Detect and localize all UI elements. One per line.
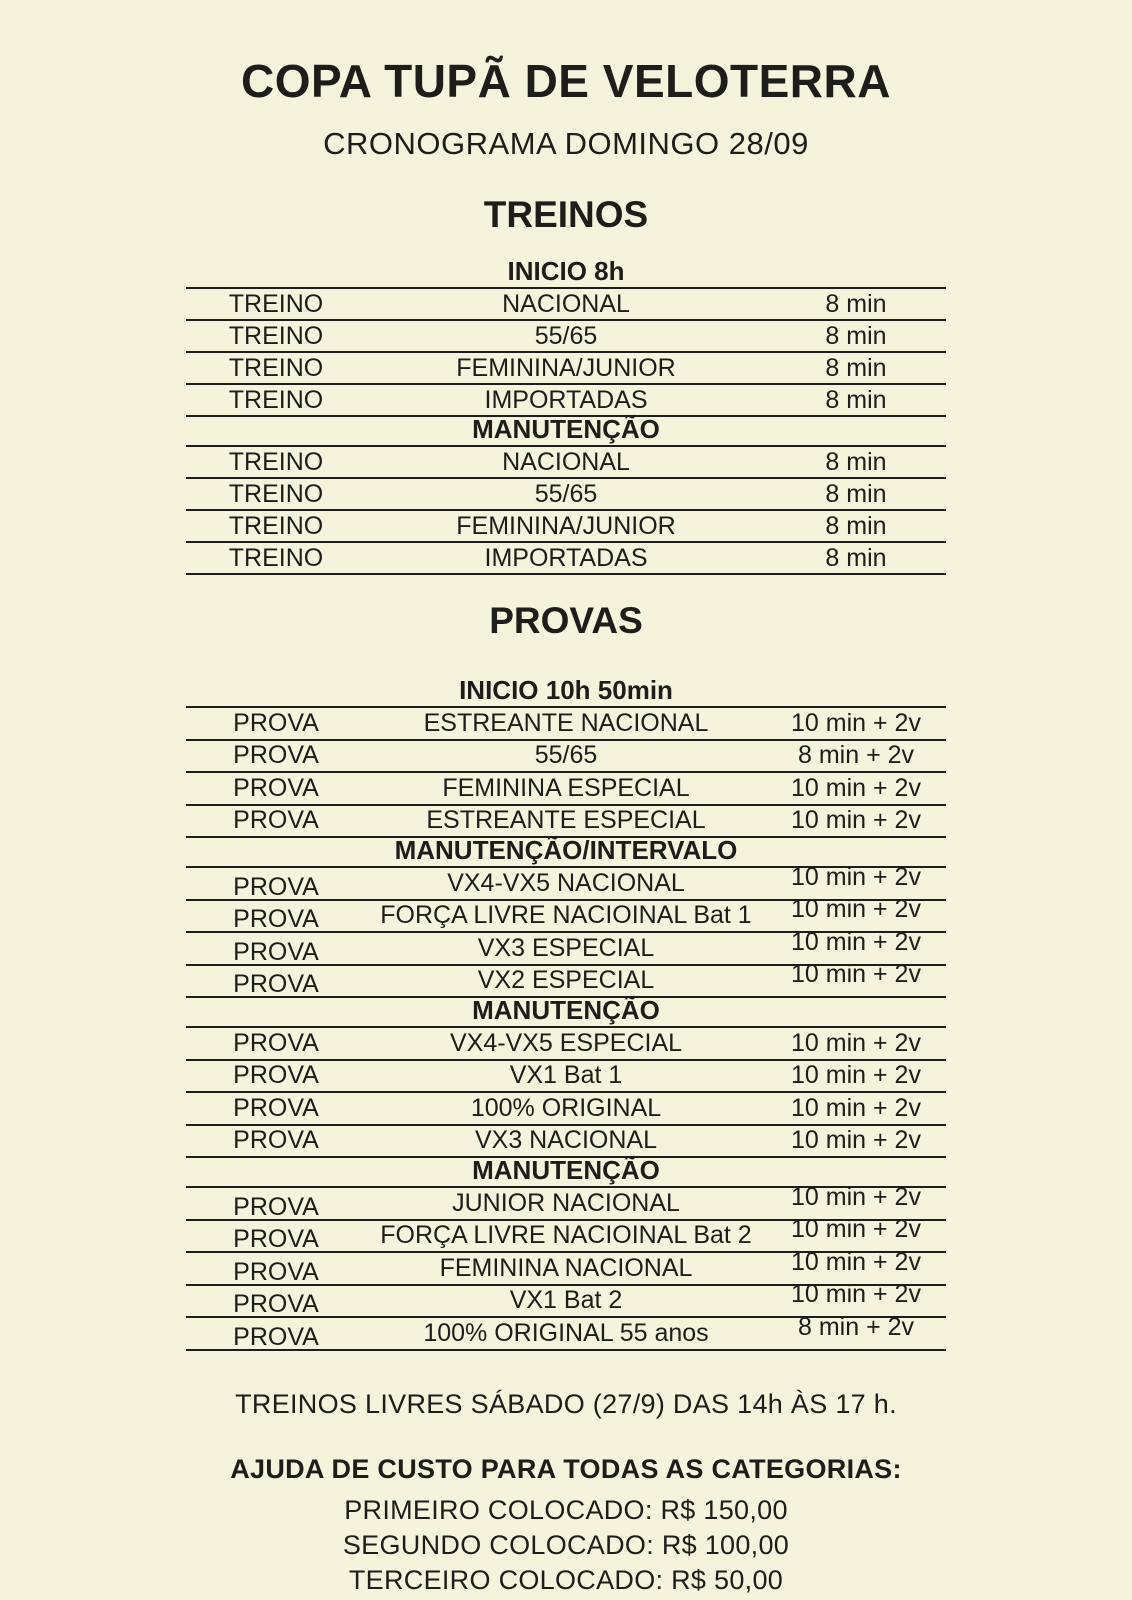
row-duration: 8 min [825,321,887,350]
row-duration: 8 min [825,511,887,540]
row-type-label: PROVA [233,773,319,802]
page-subtitle: CRONOGRAMA DOMINGO 28/09 [323,125,809,161]
row-category: FEMININA ESPECIAL [442,773,690,802]
table-row [186,806,946,839]
row-category: IMPORTADAS [484,543,648,572]
row-type-label: PROVA [233,741,319,770]
row-duration: 8 min [825,385,887,414]
table-row [186,479,946,511]
row-category: 100% ORIGINAL [470,1093,662,1122]
section-header: INICIO 10h 50min [186,676,946,708]
row-category: VX1 Bat 1 [509,1061,623,1090]
treinos-heading: TREINOS [483,193,649,235]
row-type-label: PROVA [233,1192,319,1221]
row-duration: 10 min + 2v [791,895,921,924]
row-category: 55/65 [534,479,598,508]
row-type-label: PROVA [233,1126,319,1155]
table-row [186,321,946,353]
row-duration: 8 min [825,447,887,476]
row-category: 55/65 [534,321,598,350]
row-type-label: PROVA [233,1322,319,1351]
row-category: 55/65 [534,741,598,770]
row-duration: 10 min + 2v [791,1215,921,1244]
table-row [186,353,946,385]
table-row [186,1093,946,1126]
row-category: FORÇA LIVRE NACIOINAL Bat 2 [380,1221,752,1250]
table-row [186,289,946,321]
table-row [186,1061,946,1094]
row-duration: 8 min [825,353,887,382]
prize-second-place: SEGUNDO COLOCADO: R$ 100,00 [342,1529,790,1560]
table-row [186,773,946,806]
row-type-label: PROVA [233,1093,319,1122]
row-type-label: TREINO [228,385,324,414]
row-category: NACIONAL [502,447,630,476]
section-header: MANUTENÇÃO [186,1158,946,1188]
row-duration: 10 min + 2v [791,708,921,737]
table-row [186,960,946,999]
row-type-label: PROVA [233,1290,319,1319]
section-header: MANUTENÇÃO/INTERVALO [186,838,946,868]
prize-first-place: PRIMEIRO COLOCADO: R$ 150,00 [344,1494,788,1525]
table-row [186,385,946,417]
row-duration: 10 min + 2v [791,960,921,989]
row-category: NACIONAL [502,289,630,318]
table-row [186,511,946,543]
row-duration: 10 min + 2v [791,1126,921,1155]
row-duration: 8 min [825,543,887,572]
row-type-label: PROVA [233,1028,319,1057]
section-header: INICIO 8h [186,259,946,289]
row-type-label: PROVA [233,905,319,934]
table-row [186,447,946,479]
row-duration: 8 min [825,289,887,318]
row-category: VX4-VX5 NACIONAL [447,868,685,897]
section-header: MANUTENÇÃO [186,417,946,447]
row-category: FEMININA/JUNIOR [456,511,676,540]
row-category: ESTREANTE NACIONAL [423,708,709,737]
row-duration: 10 min + 2v [791,1182,921,1211]
row-category: VX1 Bat 2 [509,1286,623,1315]
table-row [186,708,946,741]
row-type-label: PROVA [233,1061,319,1090]
row-duration: 8 min + 2v [797,1312,915,1341]
row-duration: 10 min + 2v [791,927,921,956]
row-type-label: TREINO [228,511,324,540]
page-title: COPA TUPÃ DE VELOTERRA [241,55,891,107]
row-type-label: TREINO [228,321,324,350]
table-row [186,1028,946,1061]
row-type-label: TREINO [228,289,324,318]
row-category: 100% ORIGINAL 55 anos [423,1318,709,1347]
row-type-label: PROVA [233,1257,319,1286]
footer [0,1389,1132,1598]
row-category: FEMININA/JUNIOR [456,353,676,382]
row-duration: 10 min + 2v [791,1061,921,1090]
row-type-label: PROVA [233,806,319,835]
row-duration: 10 min + 2v [791,1028,921,1057]
row-type-label: PROVA [233,872,319,901]
row-category: VX4-VX5 ESPECIAL [449,1028,683,1057]
row-duration: 10 min + 2v [791,806,921,835]
row-duration: 8 min [825,479,887,508]
row-category: FORÇA LIVRE NACIOINAL Bat 1 [380,901,752,930]
treinos-table [186,256,946,575]
row-type-label: PROVA [233,937,319,966]
row-duration: 10 min + 2v [791,862,921,891]
prize-third-place: TERCEIRO COLOCADO: R$ 50,00 [348,1564,784,1595]
row-category: VX3 ESPECIAL [477,933,655,962]
row-type-label: TREINO [228,447,324,476]
row-type-label: PROVA [233,708,319,737]
row-duration: 10 min + 2v [791,1247,921,1276]
row-duration: 10 min + 2v [791,1280,921,1309]
row-type-label: PROVA [233,1225,319,1254]
table-row [186,741,946,774]
table-row [186,543,946,575]
row-duration: 10 min + 2v [791,1093,921,1122]
row-category: ESTREANTE ESPECIAL [426,806,706,835]
row-type-label: TREINO [228,543,324,572]
row-duration: 8 min + 2v [797,741,915,770]
section-header: MANUTENÇÃO [186,998,946,1028]
table-row [186,1312,946,1351]
row-category: IMPORTADAS [484,385,648,414]
row-category: VX3 NACIONAL [474,1126,657,1155]
row-duration: 10 min + 2v [791,773,921,802]
row-type-label: TREINO [228,353,324,382]
row-type-label: PROVA [233,970,319,999]
row-category: JUNIOR NACIONAL [452,1188,680,1217]
table-row [186,1126,946,1159]
row-category: FEMININA NACIONAL [439,1253,693,1282]
prize-heading: AJUDA DE CUSTO PARA TODAS AS CATEGORIAS: [230,1453,902,1484]
row-category: VX2 ESPECIAL [477,966,655,995]
free-practice-note: TREINOS LIVRES SÁBADO (27/9) DAS 14h ÀS 17 h. [235,1388,897,1419]
provas-heading: PROVAS [489,600,643,642]
provas-table [186,676,946,1351]
row-type-label: TREINO [228,479,324,508]
